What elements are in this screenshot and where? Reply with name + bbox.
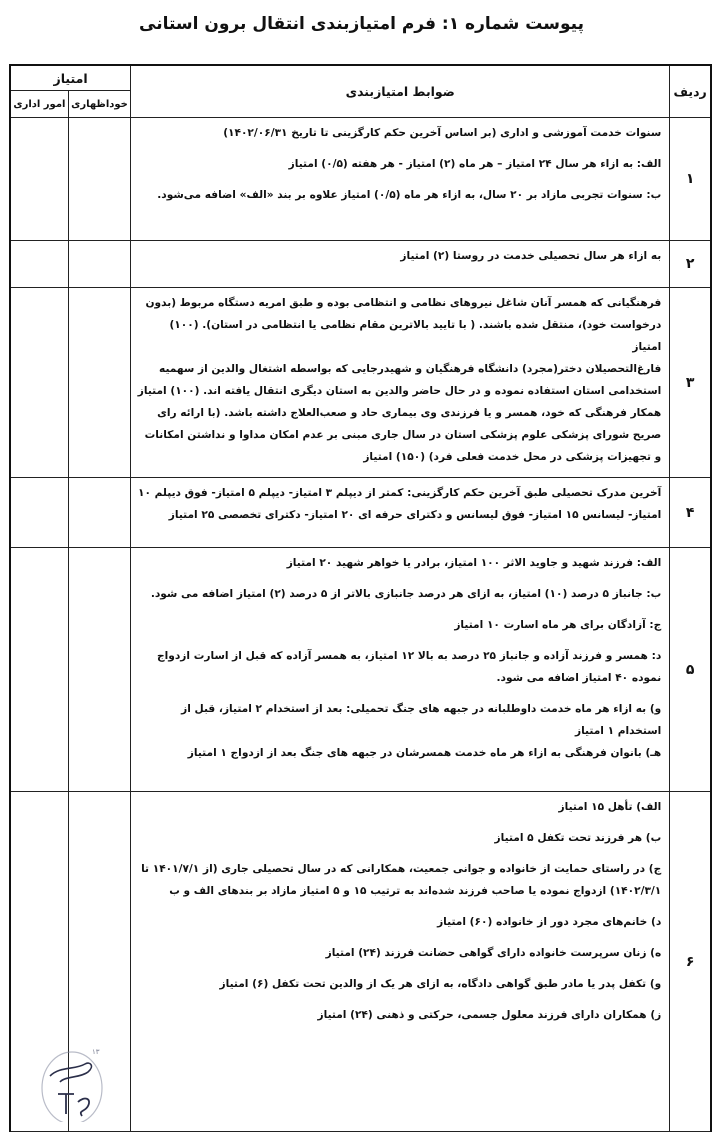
- row-criteria: [131, 288, 670, 478]
- header-admin: امور اداری: [10, 91, 68, 118]
- criteria-line: د) خانم‌های مجرد دور از خانواده (۶۰) امتیاز: [437, 916, 662, 928]
- table-row-1: [10, 118, 711, 241]
- header-score: امتیاز: [10, 65, 131, 91]
- self-declared-cell[interactable]: [68, 478, 130, 548]
- row-number: ۴: [670, 478, 711, 548]
- criteria-line: و) تکفل پدر یا مادر طبق گواهی دادگاه، به ازای هر یک از والدین تحت تکفل (۶) امتیاز: [219, 978, 662, 990]
- row-number: ۱: [670, 118, 711, 241]
- self-declared-cell[interactable]: [68, 548, 130, 792]
- row-number: ۶: [670, 792, 711, 1132]
- page-title: پیوست شماره ۱: فرم امتیازبندی انتقال برون استانی: [139, 14, 584, 34]
- self-declared-cell[interactable]: [68, 288, 130, 478]
- criteria-line: و) به ازاء هر ماه خدمت داوطلبانه در جبهه های جنگ تحمیلی: بعد از استخدام ۲ امتیاز، قبل از استخدام ۱ امتیاز: [181, 703, 662, 737]
- criteria-line: به ازاء هر سال تحصیلی خدمت در روستا (۲) امتیاز: [400, 250, 662, 262]
- table-row-3: [10, 288, 711, 478]
- table-row-5: [10, 548, 711, 792]
- signature-stamp-icon: [30, 1036, 120, 1122]
- criteria-line: همکار فرهنگی که خود، همسر و یا فرزندی وی بیماری حاد و صعب‌العلاج داشته باشد. (با ارائه رای صریح شورای پزشکی علوم پزشکی استان در سال جاری مبنی بر عدم امکان مداوا و نداشتن امکانات و تجهیزات پزشکی در محل خدمت فعلی فرد) (۱۵۰) امتیاز: [144, 407, 662, 463]
- criteria-line: ب: جانباز ۵ درصد (۱۰) امتیاز، به ازای هر درصد جانبازی بالاتر از ۵ درصد (۲) امتیاز اضافه می شود.: [150, 588, 662, 600]
- criteria-line: ج) در راستای حمایت از خانواده و جوانی جمعیت، همکارانی که در سال تحصیلی جاری (از ۱۴۰۱/۷/۱ تا ۱۴۰۲/۳/۱) ازدواج نموده یا صاحب فرزند شده‌اند به ترتیب ۱۵ و ۵ امتیاز مازاد بر بندهای الف و ب: [141, 863, 662, 897]
- criteria-line: هـ) بانوان فرهنگی به ازاء هر ماه خدمت همسرشان در جبهه های جنگ بعد از ازدواج ۱ امتیاز: [187, 747, 662, 759]
- row-number: ۵: [670, 548, 711, 792]
- criteria-line: الف: فرزند شهید و جاوید الاثر ۱۰۰ امتیاز، برادر یا خواهر شهید ۲۰ امتیاز: [286, 557, 662, 569]
- scoring-table: [9, 64, 712, 1132]
- row-criteria: [131, 118, 670, 241]
- admin-cell[interactable]: [10, 288, 68, 478]
- criteria-line: سنوات خدمت آموزشی و اداری (بر اساس آخرین حکم کارگزینی تا تاریخ ۱۴۰۲/۰۶/۳۱): [223, 127, 662, 139]
- criteria-line: ب) هر فرزند تحت تکفل ۵ امتیاز: [494, 832, 662, 844]
- criteria-line: فارغ‌التحصیلان دختر(مجرد) دانشگاه فرهنگیان و شهیدرجایی که بواسطه اشتغال والدین از سهمیه استخدامی استان استفاده نموده و در حال حاضر والدین به استان دیگری انتقال یافته اند. (۱۰۰) امتیاز: [137, 363, 662, 397]
- criteria-line: ز) همکاران دارای فرزند معلول جسمی، حرکتی و ذهنی (۲۴) امتیاز: [317, 1009, 662, 1021]
- admin-cell[interactable]: [10, 478, 68, 548]
- criteria-line: ج: آزادگان برای هر ماه اسارت ۱۰ امتیاز: [454, 619, 662, 631]
- header-radif: ردیف: [670, 65, 711, 118]
- criteria-line: الف) تأهل ۱۵ امتیاز: [558, 801, 662, 813]
- row-criteria: [131, 548, 670, 792]
- criteria-line: الف: به ازاء هر سال ۲۴ امتیاز – هر ماه (۲) امتیاز - هر هفته (۰/۵) امتیاز: [288, 158, 662, 170]
- self-declared-cell[interactable]: [68, 241, 130, 288]
- row-number: ۳: [670, 288, 711, 478]
- criteria-line: آخرین مدرک تحصیلی طبق آخرین حکم کارگزینی: کمتر از دیپلم ۳ امتیاز- دیپلم ۵ امتیاز- فوق دیپلم ۱۰ امتیاز- لیسانس ۱۵ امتیاز- فوق لیسانس و دکترای حرفه ای ۲۰ امتیاز- دکترای تخصصی ۲۵ امتیاز: [138, 487, 662, 521]
- row-number: ۲: [670, 241, 711, 288]
- criteria-line: ب: سنوات تجربی مازاد بر ۲۰ سال، به ازاء هر ماه (۰/۵) امتیاز علاوه بر بند «الف» اضافه می‌شود.: [157, 189, 662, 201]
- table-row-2: [10, 241, 711, 288]
- svg-text:۱۳: ۱۳: [92, 1048, 100, 1056]
- row-criteria: [131, 478, 670, 548]
- criteria-line: فرهنگیانی که همسر آنان شاغل نیروهای نظامی و انتظامی بوده و طبق امریه دستگاه مربوط (بدون درخواست خود)، منتقل شده باشند. ( با تایید بالاترین مقام نظامی یا انتظامی در استان). (۱۰۰) امتیاز: [145, 297, 662, 353]
- header-criteria: ضوابط امتیازبندی: [131, 65, 670, 118]
- table-row-4: [10, 478, 711, 548]
- criteria-line: ه) زنان سرپرست خانواده دارای گواهی حضانت فرزند (۲۴) امتیاز: [325, 947, 662, 959]
- header-self-declared: خوداظهاری: [68, 91, 130, 118]
- admin-cell[interactable]: [10, 118, 68, 241]
- row-criteria: [131, 241, 670, 288]
- admin-cell[interactable]: [10, 548, 68, 792]
- self-declared-cell[interactable]: [68, 118, 130, 241]
- row-criteria: [131, 792, 670, 1132]
- admin-cell[interactable]: [10, 241, 68, 288]
- criteria-line: د: همسر و فرزند آزاده و جانباز ۲۵ درصد به بالا ۱۲ امتیاز، به همسر آزاده که قبل از اسارت ازدواج نموده ۴۰ امتیاز اضافه می شود.: [157, 650, 662, 684]
- scoring-table-wrapper: [9, 64, 712, 1124]
